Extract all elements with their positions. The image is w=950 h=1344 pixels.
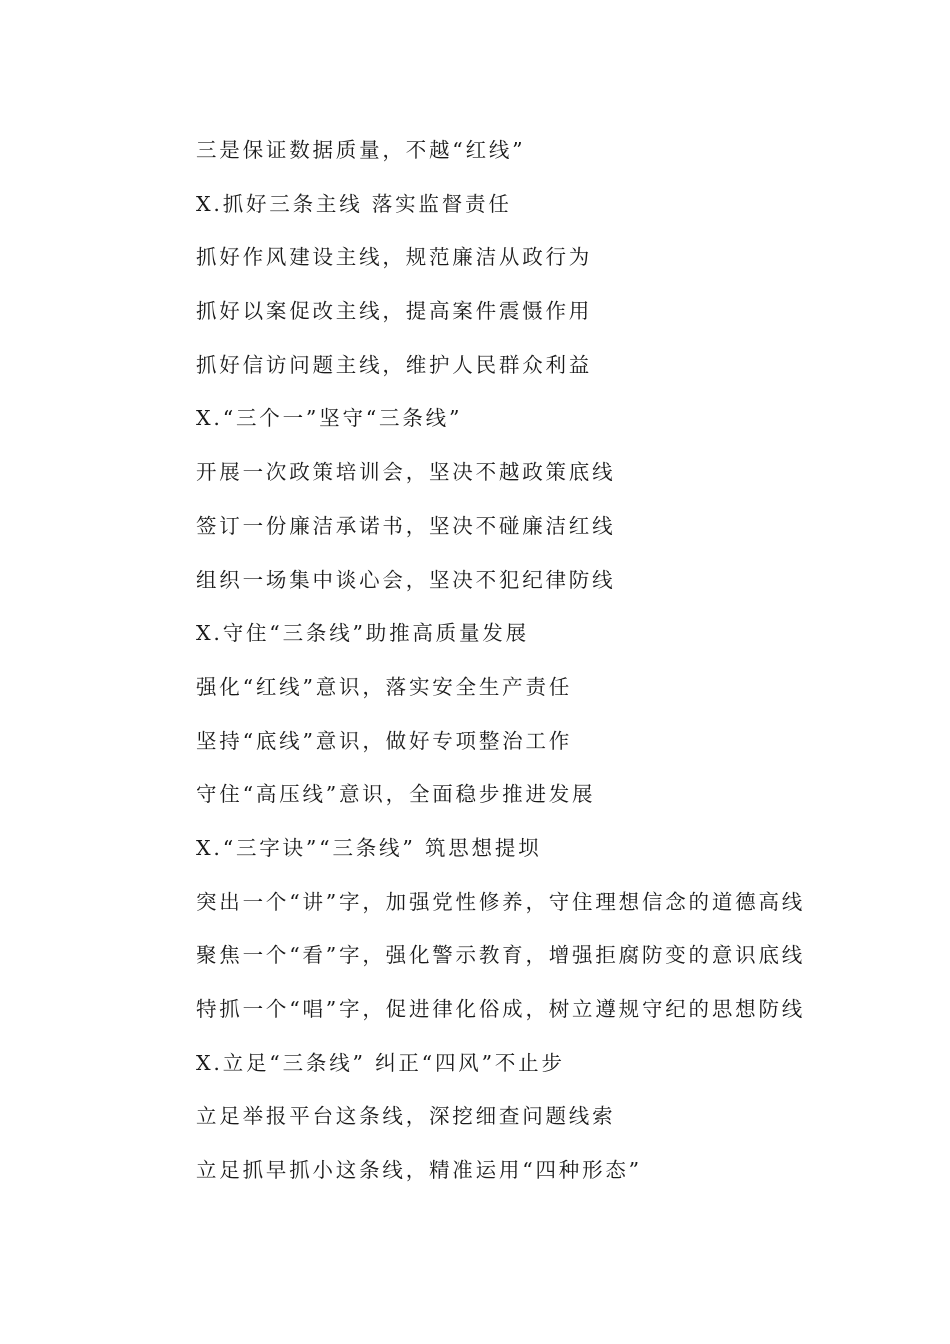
text-line: 抓好以案促改主线，提高案件震慑作用 xyxy=(196,299,593,324)
text-line: 立足举报平台这条线，深挖细查问题线索 xyxy=(196,1104,616,1129)
text-line: 立足抓早抓小这条线，精准运用“四种形态” xyxy=(196,1158,642,1183)
text-line: 抓好信访问题主线，维护人民群众利益 xyxy=(196,352,593,377)
text-line: 强化“红线”意识，落实安全生产责任 xyxy=(196,674,573,699)
section-heading: X.抓好三条主线 落实监督责任 xyxy=(196,191,512,216)
text-line: 抓好作风建设主线，规范廉洁从政行为 xyxy=(196,245,593,270)
section-heading: X.立足“三条线” 纠正“四风”不止步 xyxy=(196,1050,565,1075)
text-line: 签订一份廉洁承诺书，坚决不碰廉洁红线 xyxy=(196,513,616,538)
text-line: 三是保证数据质量，不越“红线” xyxy=(196,138,526,162)
text-line: 坚持“底线”意识，做好专项整治工作 xyxy=(196,728,573,753)
text-line: 守住“高压线”意识，全面稳步推进发展 xyxy=(196,782,596,807)
section-heading: X.“三个一”坚守“三条线” xyxy=(196,406,463,431)
text-line: 特抓一个“唱”字，促进律化俗成，树立遵规守纪的思想防线 xyxy=(196,997,806,1021)
document-body xyxy=(196,132,805,1206)
text-line: 突出一个“讲”字，加强党性修养，守住理想信念的道德高线 xyxy=(196,889,806,914)
text-line: 开展一次政策培训会，坚决不越政策底线 xyxy=(196,460,616,485)
section-heading: X.“三字诀”“三条线” 筑思想提坝 xyxy=(196,835,542,860)
section-heading: X.守住“三条线”助推高质量发展 xyxy=(196,621,529,646)
text-line: 聚焦一个“看”字，强化警示教育，增强拒腐防变的意识底线 xyxy=(196,943,806,968)
text-line: 组织一场集中谈心会，坚决不犯纪律防线 xyxy=(196,567,616,592)
